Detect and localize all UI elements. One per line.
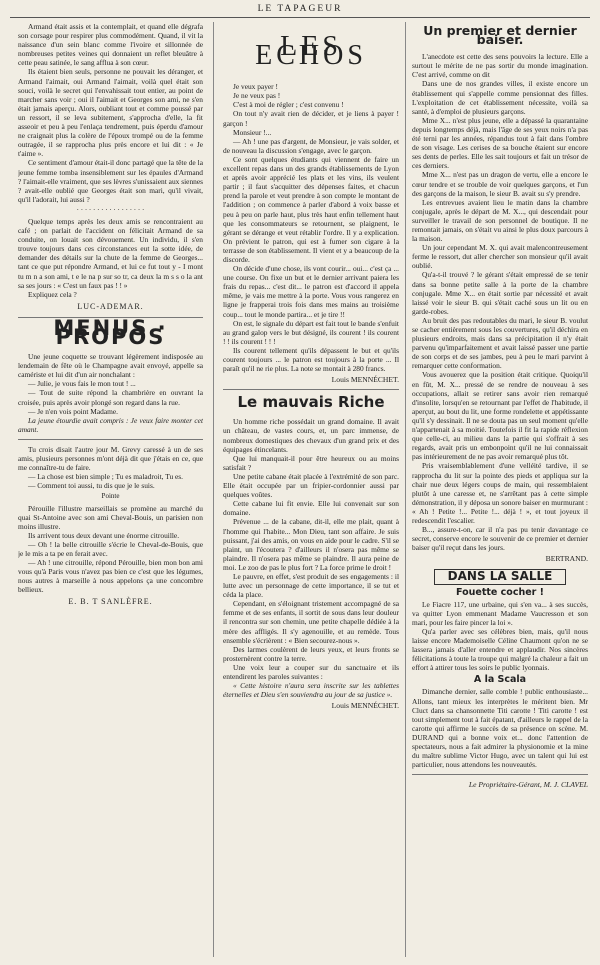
echos-body	[223, 82, 399, 373]
riche-paragraph: Des larmes coulèrent de leurs yeux, et leurs fronts se prosternèrent contre la terre.	[223, 644, 399, 663]
column-divider-1	[213, 22, 214, 957]
echos-paragraph: Monsieur !...	[233, 127, 272, 137]
riche-body	[223, 417, 399, 699]
fouette-cocher-subtitle: Fouette cocher !	[456, 586, 544, 598]
propos-paragraph: La jeune étourdie avait compris : Je veux faire monter cet amant.	[18, 415, 203, 434]
baiser-paragraph: Au bruit des pas redoutables du mari, le sieur B. voulut se cacher entièrement sous les couvertures, qu'il déchira en plusieurs endroits, mais dans sa précipitation il n'y était parvenu qu'imparfaitement et avait laissé passer une partie de son corps et de ses jambes, peu à peu le mari parvint à remarquer cette conformation.	[412, 315, 588, 371]
propos-paragraph: Une jeune coquette se trouvant légèrement indisposée au lendemain de fête où le Champagne avait envoyé, appelle sa camériste et lui dit d'un air nonchalant :	[18, 352, 203, 380]
story-paragraph: Ce sentiment d'amour était-il donc partagé que la tête de la jeune femme tomba insensiblement sur les épaules d'Armand ? l'aimait-elle vraiment, que ses lèvres s'unissaient aux siennes ? avait-elle oublié que Georges était son mari, qu'il vivait, qu'il l'adorait, lui aussi ?	[18, 158, 203, 204]
newspaper-header: LE TAPAGEUR	[257, 4, 343, 14]
riche-signature: Louis MENNÉCHET.	[331, 701, 399, 711]
menus-propos-body	[18, 352, 203, 594]
propos-paragraph: Tu crois disait l'autre jour M. Grevy caressé à un de ses amis, plusieurs personnes m'ont déjà dit que j'étais en ce, que me connaître-tu de faire.	[18, 444, 203, 473]
baiser-paragraph: Un jour cependant M. X. qui avait malencontreusement ferme le ressort, dut aller chercher son monsieur qu'il avait oublié.	[412, 243, 588, 271]
column-divider-2	[405, 22, 406, 957]
echos-paragraph: Je veux payer !	[233, 82, 278, 92]
riche-paragraph: Prévenue ... de la cabane, dit-il, elle me plait, quant à l'homme qui l'habite... Mon Dieu, tant son affaire. Je suis puissant, j'ai des amis, on vous en aide pour le cadre. S'il se plaint, un l'écoutera ? d'ailleurs il n'osera pas même se plaindre. Il n'osera pas même se plaindre. Il aura peine de moi. Le zoo de pas le plus fort ? La force prime le droit !	[223, 517, 399, 572]
propos-paragraph: — Tout de suite répond la chambrière en ouvrant la croisée, puis après avoir plongé son regard dans la rue.	[18, 388, 203, 407]
section-rule	[412, 774, 588, 775]
premier-baiser-title: Un premier et dernier baiser.	[423, 23, 577, 48]
echos-paragraph: Ils courent tellement qu'ils dépassent le but et qu'ils courent toujours ... le patron est toujours à la porte ... Il paraît qu'il ne rie plus. La note se montait à 280 francs.	[223, 345, 399, 374]
echos-paragraph: On est, le signale du départ est fait tout le bande s'enfuit au grand galop vers le but désigné, ils courent ! ils courent ! ! ils courent ! ! !	[223, 318, 399, 346]
riche-paragraph: Le pauvre, en effet, s'est produit de ses engagements : il lutte avec un personnage de cette importance, il se tut et céda la place.	[223, 571, 399, 600]
story-paragraph: Armand était assis et la contemplait, et quand elle dégrafa son corsage pour respirer plus commodément. Quand, il vit la naissance d'un sein blanc comme l'ivoire et sillonnée de nombreuses petites veines qui donnaient un reflet bleuâtre à cette peau satinée, le sang afflua à son cœur.	[18, 22, 203, 68]
baiser-paragraph: Mme X... n'est plus jeune, elle a dépassé la quarantaine depuis longtemps déjà, mais l'âge de ses yeux noirs n'a pas été terni par les années, répandus tout à fait dans l'ombre de son visage. Les cerises de sa bouche étaient sur encore ses dents de perles. Elle les sait toujours et fait un trésor de ces derniers.	[412, 115, 588, 171]
propos-paragraph: Pérouille l'illustre marseillais se promène au marché du quai St-Antoine avec son ami Cheval-Bouis, un parisien non moins illustre.	[18, 503, 203, 531]
column-middle	[223, 22, 399, 962]
scala-paragraph: Dimanche dernier, salle comble ! public enthousiaste... Allons, tant mieux les interprètes le méritent bien. Mr Cluct dans sa chansonnette Titi carotte ! Titi carotte ! est tout simplement tout à fait épatant, d'ailleurs le rappel de la carotte qui affirme le succès de sa présence on scène. M. DURAND qui a bonne voix et... donc l'attention de spectateurs, nous a fait admirer la physionomie et la mine du maître sublime Victor Hugo, avec un talent qui lui est particulier, nous attendons les nouveautés.	[412, 687, 588, 770]
header-rule	[10, 17, 590, 18]
baiser-paragraph: Qu'a-t-il trouvé ? le gérant s'était empressé de se tenir dans sa bonne petite salle à la porte de la chambre conjugale. Mme X... en était sortie par nécessité et avait laissé voir le sieur B. qui s'était caché sous un lit ou en garde-robes.	[412, 270, 588, 316]
scala-body	[412, 687, 588, 769]
propos-paragraph: — Julie, je vous fais le mon tout ! ...	[28, 379, 136, 389]
echos-paragraph: Je ne veux pas !	[233, 91, 281, 101]
echos-paragraph: C'est à moi de régler ; c'est convenu !	[233, 100, 344, 110]
riche-paragraph: Un homme riche possédait un grand domaine. Il avait un château, de vastes cours, et, un parc immense, de nombreux domestiques des chevaux d'un grand prix et des équipages étincelants.	[223, 417, 399, 454]
menus-propos-title: MENUS · PROPOS	[53, 315, 168, 349]
mauvais-riche-title: Le mauvais Riche	[237, 393, 385, 412]
footer-proprietaire: Le Propriétaire-Gérant, M. J. CLAVEL	[468, 780, 588, 790]
echos-paragraph: On décide d'une chose, ils vont courir... oui... c'est ça ... une course. On fixe un but et le dernier arrivant paiera les frais du repas... c'est dit... le patron est d'accord il appela même, je vais me mettre à la porte. Vous vous rangerez en ligne je frapperai trois fois dans mes mains au troisième coup... tout le monde partira... et je tire !!	[223, 264, 399, 319]
salle-body	[412, 600, 588, 673]
baiser-paragraph: Les entrevues avaient lieu le matin dans la chambre conjugale, après le départ de M. X..., qui descendait pour surveiller le travail de son personnel de boutique. Il ne remontait jamais, on s'était vu ainsi le plus doux parcours à la maison.	[412, 197, 588, 244]
baiser-paragraph: Dans une de nos grandes villes, il existe encore un établissement qui s'appelle comme pensionnat des filles. L'exploitation de cet établissement nécessite, voilà sa santé, à d'emploi de plusieurs garçons.	[412, 79, 588, 116]
riche-paragraph: Cette cabane lui fit envie. Elle lui convenait sur son domaine.	[223, 499, 399, 518]
story-body	[18, 22, 203, 299]
riche-paragraph: Cependant, en s'éloignant tristement accompagné de sa femme et de ses enfants, il sortit de sous dans leur douleur il rencontra sur son chemin, une petite chapelle dédiée à la mère des affligés. Il s'y agenouille, et au remède. Tous ensemble s'écrièrent : « Bien secourez-nous ».	[223, 599, 399, 645]
scala-subtitle: A la Scala	[473, 674, 527, 686]
echos-paragraph: Ce sont quelques étudiants qui viennent de faire un excellent repas dans un des grands établissements de Lyon et après avoir apprécié les plats et les vins, ils veulent partir ; il faut s'acquitter des dépenses faites, et chacun prend la parole et veut prendre à son compte le montant de l'addition ; on commence à parler d'abord à voix basse et peu à peu on parle haut, plus très haut enfin tellement haut que les consommateurs se retournent, se plaignent, le gérant se dérange et veut rétablir l'ordre. Il y a explication. On prévient le patron, qui est à fumer son cigare à la terrasse de son établissement. Il vient et y a beaucoup de la discorde.	[223, 154, 399, 264]
propos-paragraph: — Ah ! une citrouille, répond Pérouille, bien mon bon ami vous qu'à Paris vous n'avez pas bien ce c'est que les légumes, nous autres à marseille à nous appelons ça une concombre bellieux.	[18, 558, 203, 595]
propos-paragraph: — Comment toi aussi, tu dis que je le suis.	[28, 481, 155, 491]
section-rule	[18, 439, 203, 440]
riche-paragraph: Une petite cabane était placée à l'extrémité de son parc. Elle était occupée par un fripier-cordonnier aussi par quelques voûtes.	[223, 471, 399, 500]
propos-paragraph: Ils arrivent tous deux devant une énorme citrouille.	[28, 530, 180, 540]
separator-label: Pointe	[101, 492, 120, 501]
story-paragraph: Quelque temps après les deux amis se rencontraient au café ; on parlait de l'accident on félicitait Armand de sa conduite, on louait son dévouement. Un individu, il s'en trouve toujours dans ces circonstances eut la sotte idée, de demander des détails sur la chute de la femme de Georges... tant ce que put répondre Armand, et lui ce fut tout y - I mont tu m n a son ami, t e le na p sur so tr, ca deux la m s s o la ant sa ses jours : « C'est un faux pas ! ! »	[18, 216, 203, 290]
propos-paragraph: — Oh ! la belle citrouille s'écrie le Cheval-de-Bouis, que je le mis a ta pe en ferait avec.	[18, 539, 203, 558]
riche-paragraph: Une voix leur a couper sur du sanctuaire et ils entendirent les paroles suivantes :	[223, 662, 399, 681]
separator: · · · · · · · · · · · · · · · · ·	[76, 205, 145, 214]
column-right	[412, 22, 588, 962]
baiser-paragraph: L'anecdote est cette des sens pouvoirs la lecture. Elle a surtout le mérite de ne pas sortir du monde imagination. C'est arrivé, comme on dit	[412, 52, 588, 80]
baiser-paragraph: Pris vraisemblablement d'une velléité tardive, il se rapprocha du lit sur la pointe des pieds et appliqua sur la chair nue deux légers coups de main, qui ressemblaient plutôt à une caresse et, ne s'arrêtant pas à cette simple démonstration, il y déposa un sonore baiser en murmurant : « Ah ! Petite !... Petite !... déjà ! », et tout joyeux il redescendit l'escalier.	[412, 461, 588, 525]
dans-la-salle-title: DANS LA SALLE	[434, 569, 566, 584]
story-paragraph: Ils étaient bien seuls, personne ne pouvait les déranger, et Armand l'aimait, oui Armand l'aimait, voilà quel était son souci, voilà le secret qui l'envahissait tout entier, au point de marcher sans voir ; oui il l'aimait et Georges son ami, ne s'en était jamais aperçu. Alors, oubliant tout et comme poussé par un ressort, il se leva subitement, s'approcha d'elle, la fit asseoir et peu à peu l'enlaça tendrement, puis éperdu d'amour ne craignait plus la colère de l'époux trompé ou de la femme outragée, il se rapprocha plus près encore et lui dit : « Je t'aime ».	[18, 67, 203, 159]
baiser-paragraph: Mme X... n'est pas un dragon de vertu, elle a encore le cœur tendre et se trouble de voir quelques garçons, et l'un des garçons de la maison, le sieur B. avait su s'y prendre.	[412, 170, 588, 198]
propos-paragraph: — Je n'en vois point Madame.	[28, 406, 119, 416]
story-paragraph: Expliquez cela ?	[28, 289, 77, 299]
propos-paragraph: — La chose est bien simple ; Tu es maladroit, Tu es.	[28, 472, 183, 482]
baiser-body	[412, 52, 588, 552]
baiser-paragraph: B..., assure-t-on, car il n'a pas pu tenir davantage ce secret, conserve encore le souvenir de ce premier et dernier baiser qu'il reçut dans les jours.	[412, 525, 588, 553]
baiser-signature: BERTRAND.	[545, 554, 588, 564]
section-rule	[223, 389, 399, 390]
riche-paragraph: Que lui manquait-il pour être heureux ou au moins satisfait ?	[223, 453, 399, 472]
salle-paragraph: Le Fiacre 117, une urbaine, qui s'en va... à ses succès, va quitter Lyon emmenant Madame Vaucresson et son mari, pour les faire pincer la loi ».	[412, 599, 588, 627]
echos-paragraph: — Ah ! une pas d'argent, de Monsieur, je vais solder, et de nouveau la discussion s'engage, avec le garçon.	[223, 136, 399, 155]
echos-paragraph: On tout n'y avait rien de décider, et je liens à payer ! garçon !	[223, 109, 399, 128]
les-echos-title: LES ECHOS	[255, 31, 367, 72]
story-signature: LUC-ADEMAR.	[77, 301, 144, 311]
propos-signature: E. B. T SANLÈFRE.	[68, 597, 153, 607]
riche-paragraph: « Cette histoire n'aura sera inscrite sur les tablettes éternelles et Dieu s'en souviendra au jour de sa justice ».	[223, 681, 399, 700]
echos-signature: Louis MENNÉCHET.	[331, 375, 399, 385]
salle-paragraph: Qu'a parler avec ses célèbres bien, mais, qu'il nous laisse encore Mademoiselle Céline Chaumont qu'on ne se lassera jamais d'aller entendre et applaudir. Nos sincères félicitations à toute la troupe qui malgré la chaleur a fait un effort à attirer tous les soirs le public lyonnais.	[412, 626, 588, 673]
baiser-paragraph: Vous avouerez que la position était critique. Quoiqu'il en fût, M. X... pressé de se rendre de nouveau à ses occupations, allait se retirer sans avoir rien remarqué d'insolite, lorsqu'en se retournant par l'effet de l'habitude, il aperçut, au bout du lit, une forme rondelette et appétissante qu'il s'y dessinait. Il ne se douta pas un seul moment qu'elle n'appartenait à sa moitié. Toutefois il fit la rapide réflexion que celle-ci, au milieu dans la partie qui s'offrait à ses regards, avait pris un embonpoint qu'il ne lui connaissait pas intérieurement de ne pas avoir remarqué plus tôt.	[412, 370, 588, 462]
column-left	[18, 22, 203, 962]
